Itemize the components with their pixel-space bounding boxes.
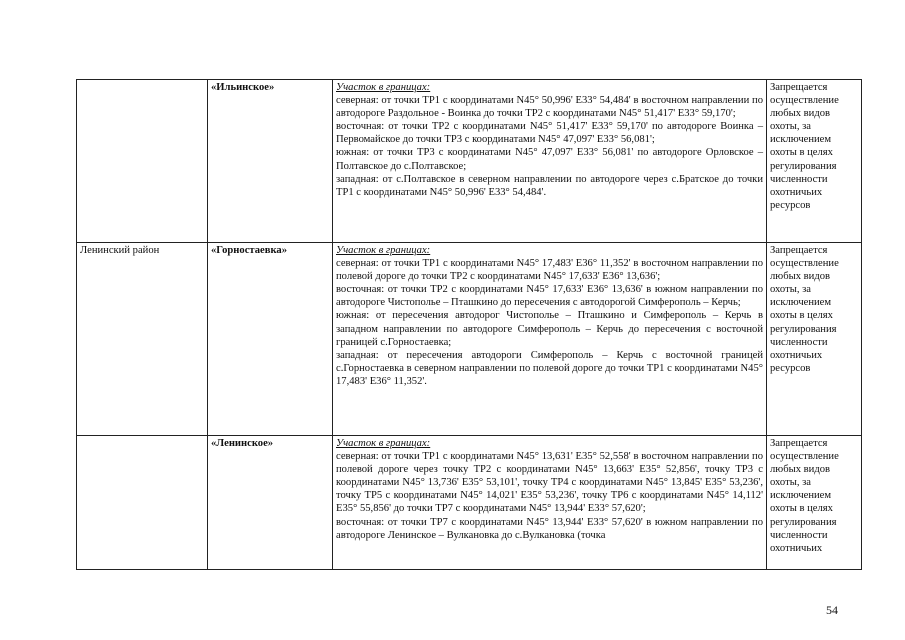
restriction-line: любых видов <box>770 108 831 120</box>
area-name-cell: «Ильинское» <box>208 80 333 243</box>
restriction-line: численности <box>770 529 828 541</box>
boundaries-heading: Участок в границах: <box>336 82 431 93</box>
district-cell: Ленинский район <box>77 243 208 436</box>
restriction-line: охоты, за <box>770 121 812 133</box>
hunting-areas-table <box>76 79 862 570</box>
restriction-line: Запрещается <box>770 82 828 93</box>
restriction-line: осуществление <box>770 95 839 107</box>
restriction-line: осуществление <box>770 258 839 270</box>
restriction-line: любых видов <box>770 271 831 283</box>
restriction-line: охотничьих <box>770 186 823 198</box>
boundary-east: восточная: от точки ТР7 с координатами N45° 13,944' Е33° 57,620' в южном направлении по автодороге Ленинское – Вулкановка до с.Вулкановка (точка <box>336 516 763 541</box>
restriction-line: исключением <box>770 134 832 146</box>
restriction-cell <box>767 80 862 243</box>
district-cell <box>77 436 208 570</box>
restriction-line: численности <box>770 336 828 348</box>
restriction-line: охотничьих <box>770 542 823 554</box>
restriction-line: регулирования <box>770 323 837 335</box>
restriction-line: Запрещается <box>770 245 828 256</box>
restriction-cell <box>767 243 862 436</box>
boundary-east: восточная: от точки ТР2 с координатами N45° 17,633' Е36° 13,636' в южном направлении по автодороге Чистополье – Пташкино до пересечения с автодорогой Симферополь – Керчь; <box>336 284 763 309</box>
restriction-line: охоты, за <box>770 284 812 296</box>
boundary-west: западная: от пересечения автодороги Симферополь – Керчь с восточной границей с.Горностаевка в северном направлении по полевой дороге до точки ТР1 с координатами N45° 17,483' Е36° 11,352'. <box>336 349 763 387</box>
table-row <box>77 80 862 243</box>
restriction-line: охоты в целях <box>770 503 833 515</box>
boundaries-heading: Участок в границах: <box>336 438 431 449</box>
boundary-south: южная: от пересечения автодорог Чистополье – Пташкино и Симферополь – Керчь в западном направлении по автодороге Симферополь – Керчь до пересечения с восточной границей с.Горностаевка; <box>336 310 763 348</box>
restriction-line: исключением <box>770 297 832 309</box>
restriction-line: Запрещается <box>770 438 828 449</box>
boundary-south: южная: от точки ТР3 с координатами N45° 47,097' Е33° 56,081' по автодороге Орловское – Полтавское до с.Полтавское; <box>336 147 763 172</box>
restriction-line: численности <box>770 173 828 185</box>
page-number: 54 <box>826 603 838 617</box>
district-cell <box>77 80 208 243</box>
boundary-north: северная: от точки ТР1 с координатами N45° 17,483' Е36° 11,352' в восточном направлении по полевой дороге до точки ТР2 с координатами N45° 17,633' Е36° 13,636'; <box>336 258 763 283</box>
restriction-line: ресурсов <box>770 199 811 211</box>
restriction-line: охоты в целях <box>770 310 833 322</box>
restriction-line: исключением <box>770 490 832 502</box>
area-name-cell: «Горностаевка» <box>208 243 333 436</box>
boundary-east: восточная: от точки ТР2 с координатами N45° 51,417' Е33° 59,170' по автодороге Воинка – Первомайское до точки ТР3 с координатами N45° 47,097' Е33° 56,081'; <box>336 121 763 146</box>
restriction-line: осуществление <box>770 451 839 463</box>
restriction-line: ресурсов <box>770 362 811 374</box>
boundary-west: западная: от с.Полтавское в северном направлении по автодороге через с.Братское до точки ТР1 с координатами N45° 50,996' Е33° 54,484'. <box>336 173 763 198</box>
table-row <box>77 243 862 436</box>
boundaries-heading: Участок в границах: <box>336 245 431 256</box>
restriction-line: охоты, за <box>770 477 812 489</box>
restriction-line: регулирования <box>770 160 837 172</box>
restriction-line: охоты в целях <box>770 147 833 159</box>
boundaries-cell <box>333 80 767 243</box>
boundary-north: северная: от точки ТР1 с координатами N45° 13,631' Е35° 52,558' в восточном направлении по полевой дороге через точку ТР2 с координатами N45° 13,663' Е35° 52,856', точку ТР3 с координатами N45° 13,736' Е35° 53,101', точку ТР4 с координатами N45° 13,845' Е35° 53,236', точку ТР5 с координатами N45° 14,021' Е35° 53,236', точку ТР6 с координатами N45° 14,112' Е35° 55,856' до точки ТР7 с координатами N45° 13,944' Е33° 57,620'; <box>336 451 763 515</box>
table-row <box>77 436 862 570</box>
boundaries-cell <box>333 243 767 436</box>
restriction-line: регулирования <box>770 516 837 528</box>
restriction-cell <box>767 436 862 570</box>
restriction-line: любых видов <box>770 464 831 476</box>
restriction-line: охотничьих <box>770 349 823 361</box>
area-name-cell: «Ленинское» <box>208 436 333 570</box>
boundaries-cell <box>333 436 767 570</box>
boundary-north: северная: от точки ТР1 с координатами N45° 50,996' Е33° 54,484' в восточном направлении по автодороге Раздольное - Воинка до точки ТР2 с координатами N45° 51,417' Е33° 59,170'; <box>336 95 763 120</box>
